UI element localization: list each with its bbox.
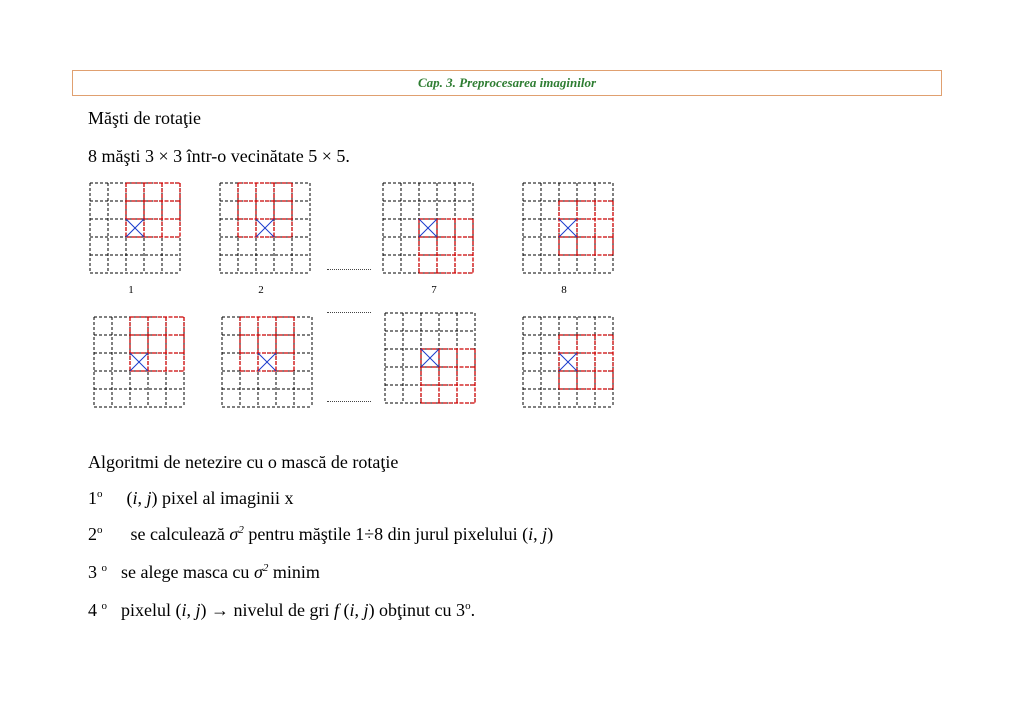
step-3: 3 $^o$ se alege masca cu $\sigma^2$ minim	[88, 562, 320, 582]
step-2: 2$^o$ se calculează $\sigma^2$ pentru măştile 1÷8 din jurul pixelului (i, j)	[88, 524, 554, 544]
mask-grid-row2-8	[522, 316, 614, 408]
step-4: 4 $^o$ pixelul (i, j) → nivelul de gri f (i, j) obţinut cu 3$^o$.	[88, 600, 476, 620]
ellipsis-separator	[327, 269, 371, 270]
section-title-masks: Măşti de rotaţie	[88, 108, 201, 128]
page-header	[72, 70, 942, 96]
mask-label: 2	[258, 284, 264, 296]
mask-label: 7	[431, 284, 437, 296]
mask-grid-1	[89, 182, 181, 274]
mask-label: 8	[561, 284, 567, 296]
mask-grid-row2-2	[221, 316, 313, 408]
ellipsis-separator	[327, 401, 371, 402]
ellipsis-separator	[327, 312, 371, 313]
step-1: 1$^o$ (i, j) pixel al imaginii x	[88, 488, 294, 508]
section-subtitle-masks: 8 măşti 3 × 3 într-o vecinătate 5 × 5.	[88, 146, 350, 166]
mask-grid-row2-1	[93, 316, 185, 408]
section-title-algorithm: Algoritmi de netezire cu o mască de rotaţie	[88, 452, 399, 472]
mask-label: 1	[128, 284, 134, 296]
mask-grid-row2-7	[384, 312, 476, 404]
mask-grid-8	[522, 182, 614, 274]
mask-grid-7	[382, 182, 474, 274]
header-title: Cap. 3. Preprocesarea imaginilor	[417, 75, 597, 90]
mask-grid-2	[219, 182, 311, 274]
